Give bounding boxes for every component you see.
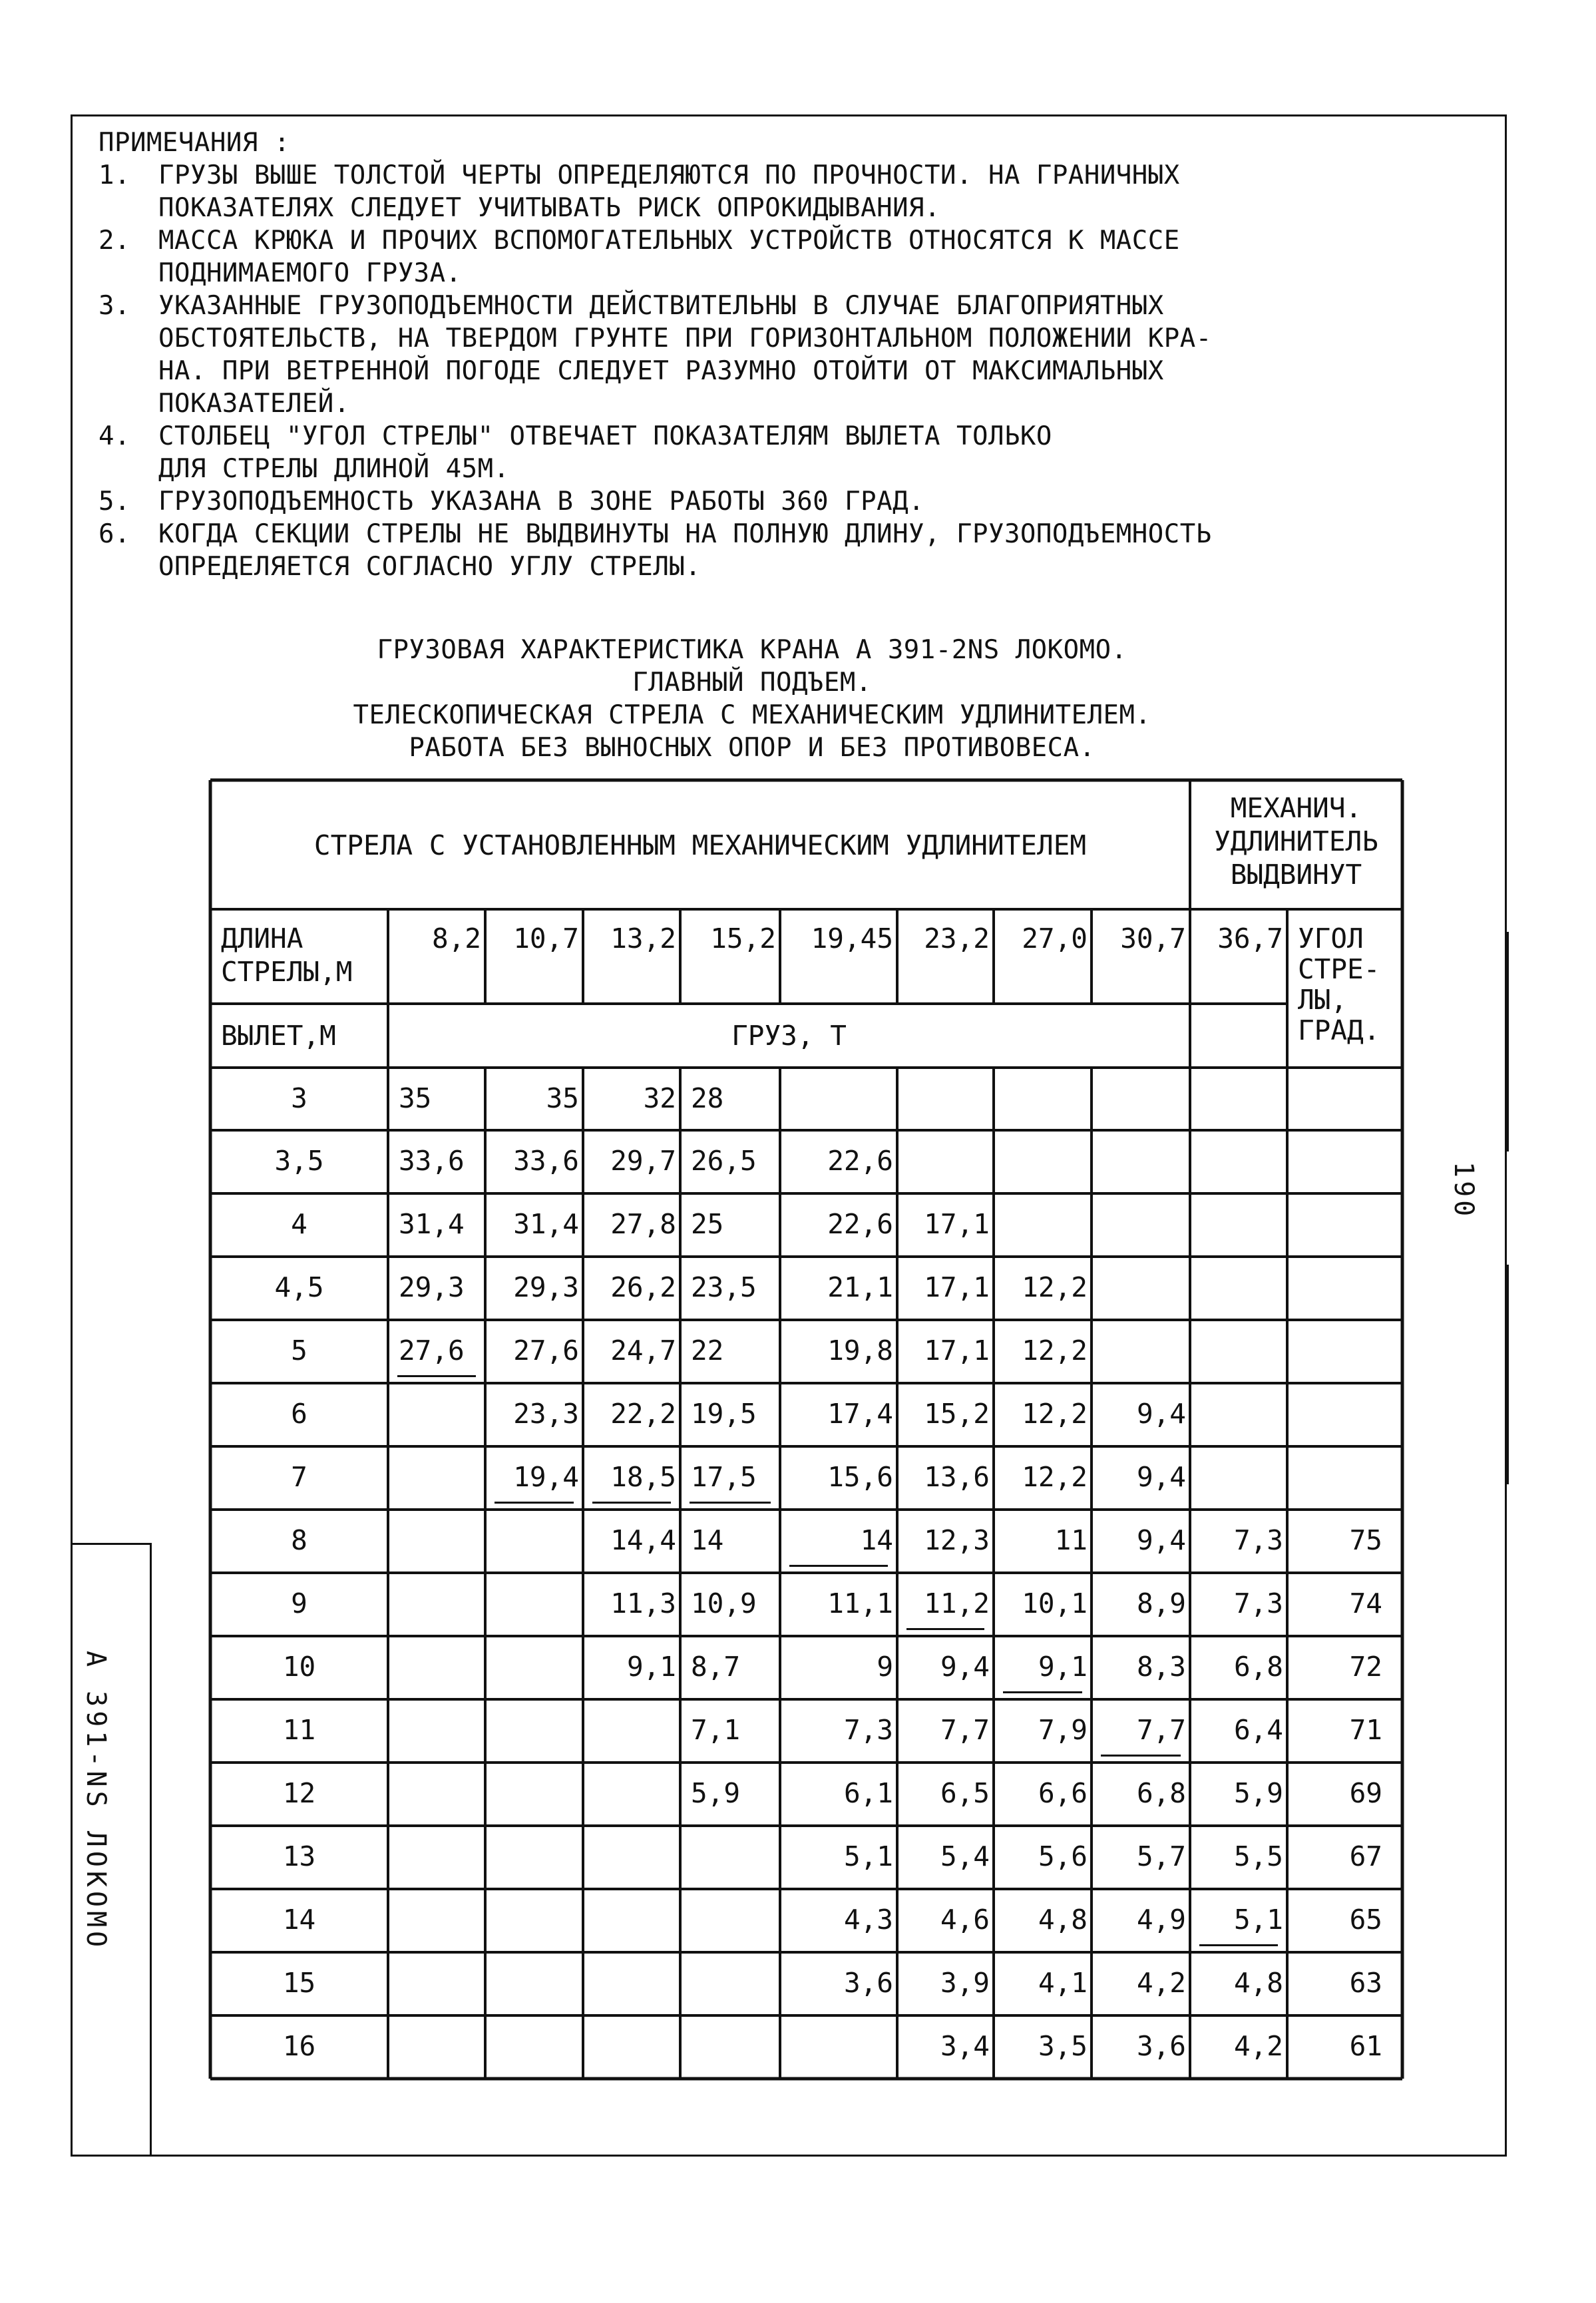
radius-value: 13 [282, 1840, 316, 1872]
radius-value: 3 [291, 1082, 307, 1114]
angle-value: 67 [1349, 1840, 1382, 1872]
radius-value: 7 [291, 1461, 307, 1493]
load-value: 3,9 [940, 1967, 990, 1999]
load-value: 3,5 [1038, 2030, 1088, 2062]
boom-length-value: 15,2 [710, 923, 776, 954]
note-number: 6. [99, 519, 130, 549]
radius-label: ВЫЛЕТ,М [221, 1020, 336, 1052]
load-value: 11 [1054, 1524, 1088, 1556]
load-value: 23,5 [691, 1271, 757, 1303]
boom-length-value: 27,0 [1022, 923, 1088, 954]
load-value: 24,7 [610, 1335, 676, 1366]
load-value: 19,4 [513, 1461, 579, 1493]
load-value: 5,7 [1136, 1840, 1186, 1872]
load-value: 19,5 [691, 1398, 757, 1430]
load-value: 5,1 [843, 1840, 893, 1872]
load-value: 7,9 [1038, 1714, 1088, 1746]
load-value: 4,2 [1136, 1967, 1186, 1999]
radius-value: 15 [282, 1967, 316, 1999]
load-value: 6,1 [843, 1777, 893, 1809]
load-value: 4,1 [1038, 1967, 1088, 1999]
angle-value: 74 [1349, 1587, 1382, 1619]
strength-limit-underline [690, 1502, 771, 1504]
note-number: 5. [99, 487, 130, 517]
load-value: 29,3 [399, 1271, 465, 1303]
angle-value: 61 [1349, 2030, 1382, 2062]
load-value: 35 [546, 1082, 579, 1114]
load-value: 27,6 [399, 1335, 465, 1366]
load-value: 10,9 [691, 1587, 757, 1619]
boom-length-value: 23,2 [924, 923, 990, 954]
boom-length-value: 30,7 [1120, 923, 1186, 954]
angle-value: 63 [1349, 1967, 1382, 1999]
radius-value: 6 [291, 1398, 307, 1430]
load-value: 27,8 [610, 1208, 676, 1240]
note-number: 4. [99, 421, 130, 451]
boom-length-value: 8,2 [431, 923, 481, 954]
load-value: 5,9 [691, 1777, 741, 1809]
load-value: 7,7 [940, 1714, 990, 1746]
angle-value: 65 [1349, 1904, 1382, 1936]
load-value: 4,6 [940, 1904, 990, 1936]
strength-limit-underline [1199, 1944, 1278, 1946]
load-value: 4,9 [1136, 1904, 1186, 1936]
load-value: 18,5 [610, 1461, 676, 1493]
load-value: 3,4 [940, 2030, 990, 2062]
boom-length-value: 10,7 [513, 923, 579, 954]
strength-limit-underline [1101, 1755, 1181, 1757]
boom-length-label: СТРЕЛЫ,М [221, 956, 353, 988]
strength-limit-underline [397, 1375, 476, 1377]
load-value: 6,6 [1038, 1777, 1088, 1809]
load-value: 4,8 [1038, 1904, 1088, 1936]
load-value: 31,4 [399, 1208, 465, 1240]
note-text: ГРУЗОПОДЪЕМНОСТЬ УКАЗАНА В ЗОНЕ РАБОТЫ 360 ГРАД. [158, 487, 925, 517]
load-value: 26,5 [691, 1145, 757, 1177]
angle-value: 69 [1349, 1777, 1382, 1809]
load-value: 15,6 [827, 1461, 893, 1493]
note-number: 3. [99, 291, 130, 321]
load-value: 12,2 [1022, 1398, 1088, 1430]
load-value: 14 [691, 1524, 724, 1556]
load-value: 22,2 [610, 1398, 676, 1430]
angle-label: ГРАД. [1298, 1014, 1380, 1046]
load-value: 8,3 [1136, 1651, 1186, 1683]
angle-value: 72 [1349, 1651, 1382, 1683]
load-value: 6,8 [1233, 1651, 1283, 1683]
angle-label: УГОЛ [1298, 923, 1364, 954]
load-value: 5,1 [1233, 1904, 1283, 1936]
load-value: 9,1 [626, 1651, 676, 1683]
title-block-text: А 391-NS ЛОКОМО [81, 1651, 111, 1952]
load-value: 17,5 [691, 1461, 757, 1493]
load-value: 9 [877, 1651, 893, 1683]
title-line-3: ТЕЛЕСКОПИЧЕСКАЯ СТРЕЛА С МЕХАНИЧЕСКИМ УДЛИНИТЕЛЕМ. [353, 700, 1151, 730]
load-value: 5,9 [1233, 1777, 1283, 1809]
title-line-4: РАБОТА БЕЗ ВЫНОСНЫХ ОПОР И БЕЗ ПРОТИВОВЕСА. [409, 733, 1096, 763]
boom-length-value: 13,2 [610, 923, 676, 954]
notes-heading: ПРИМЕЧАНИЯ : [99, 128, 290, 158]
boom-length-value: 36,7 [1217, 923, 1283, 954]
title-line-2: ГЛАВНЫЙ ПОДЪЕМ. [632, 668, 872, 698]
load-value: 9,4 [940, 1651, 990, 1683]
load-value: 17,1 [924, 1271, 990, 1303]
load-value: 12,2 [1022, 1461, 1088, 1493]
load-value: 25 [691, 1208, 724, 1240]
header-main: СТРЕЛА С УСТАНОВЛЕННЫМ МЕХАНИЧЕСКИМ УДЛИНИТЕЛЕМ [313, 829, 1087, 861]
radius-value: 3,5 [274, 1145, 324, 1177]
load-value: 6,4 [1233, 1714, 1283, 1746]
load-value: 7,3 [1233, 1587, 1283, 1619]
strength-limit-underline [592, 1502, 671, 1504]
load-value: 26,2 [610, 1271, 676, 1303]
load-value: 3,6 [843, 1967, 893, 1999]
angle-label: СТРЕ- [1298, 953, 1380, 985]
radius-value: 4,5 [274, 1271, 324, 1303]
load-value: 12,2 [1022, 1271, 1088, 1303]
load-value: 31,4 [513, 1208, 579, 1240]
load-value: 8,9 [1136, 1587, 1186, 1619]
title-line-1: ГРУЗОВАЯ ХАРАКТЕРИСТИКА КРАНА А 391-2NS ЛОКОМО. [377, 635, 1127, 665]
load-value: 4,2 [1233, 2030, 1283, 2062]
load-value: 23,3 [513, 1398, 579, 1430]
load-value: 29,3 [513, 1271, 579, 1303]
header-extension-line: УДЛИНИТЕЛЬ [1214, 825, 1378, 857]
load-value: 17,1 [924, 1208, 990, 1240]
note-text: СТОЛБЕЦ "УГОЛ СТРЕЛЫ" ОТВЕЧАЕТ ПОКАЗАТЕЛЯМ ВЫЛЕТА ТОЛЬКО ДЛЯ СТРЕЛЫ ДЛИНОЙ 45М. [158, 421, 1052, 484]
load-value: 4,8 [1233, 1967, 1283, 1999]
load-value: 8,7 [691, 1651, 741, 1683]
load-value: 17,1 [924, 1335, 990, 1366]
load-value: 7,3 [843, 1714, 893, 1746]
load-value: 12,2 [1022, 1335, 1088, 1366]
load-value: 9,4 [1136, 1461, 1186, 1493]
load-value: 11,2 [924, 1587, 990, 1619]
radius-value: 5 [291, 1335, 307, 1366]
header-extension-line: ВЫДВИНУТ [1230, 859, 1362, 891]
load-value: 5,6 [1038, 1840, 1088, 1872]
load-value: 27,6 [513, 1335, 579, 1366]
note-text: МАССА КРЮКА И ПРОЧИХ ВСПОМОГАТЕЛЬНЫХ УСТРОЙСТВ ОТНОСЯТСЯ К МАССЕ ПОДНИМАЕМОГО ГРУЗА. [158, 226, 1180, 288]
load-value: 32 [643, 1082, 676, 1114]
strength-limit-underline [789, 1565, 888, 1567]
load-value: 12,3 [924, 1524, 990, 1556]
note-text: ГРУЗЫ ВЫШЕ ТОЛСТОЙ ЧЕРТЫ ОПРЕДЕЛЯЮТСЯ ПО ПРОЧНОСТИ. НА ГРАНИЧНЫХ ПОКАЗАТЕЛЯХ СЛЕДУЕТ УЧИТЫВАТЬ РИСК ОПРОКИДЫВАНИЯ. [158, 160, 1180, 223]
load-value: 33,6 [399, 1145, 465, 1177]
load-value: 4,3 [843, 1904, 893, 1936]
load-value: 10,1 [1022, 1587, 1088, 1619]
load-value: 35 [399, 1082, 432, 1114]
angle-label: ЛЫ, [1298, 984, 1348, 1016]
load-value: 28 [691, 1082, 724, 1114]
radius-value: 16 [282, 2030, 316, 2062]
load-value: 6,5 [940, 1777, 990, 1809]
load-value: 22 [691, 1335, 724, 1366]
load-value: 6,8 [1136, 1777, 1186, 1809]
angle-value: 71 [1349, 1714, 1382, 1746]
radius-value: 14 [282, 1904, 316, 1936]
load-value: 3,6 [1136, 2030, 1186, 2062]
load-label: ГРУЗ, Т [731, 1020, 847, 1052]
load-value: 13,6 [924, 1461, 990, 1493]
load-value: 22,6 [827, 1208, 893, 1240]
radius-value: 8 [291, 1524, 307, 1556]
radius-value: 11 [282, 1714, 316, 1746]
load-value: 7,1 [691, 1714, 741, 1746]
radius-value: 10 [282, 1651, 316, 1683]
load-value: 9,4 [1136, 1524, 1186, 1556]
load-value: 17,4 [827, 1398, 893, 1430]
angle-value: 75 [1349, 1524, 1382, 1556]
load-value: 5,4 [940, 1840, 990, 1872]
boom-length-value: 19,45 [811, 923, 893, 954]
note-text: УКАЗАННЫЕ ГРУЗОПОДЪЕМНОСТИ ДЕЙСТВИТЕЛЬНЫ В СЛУЧАЕ БЛАГОПРИЯТНЫХ ОБСТОЯТЕЛЬСТВ, НА ТВЕРДОМ ГРУНТЕ ПРИ ГОРИЗОНТАЛЬНОМ ПОЛОЖЕНИИ КРА- НА. ПРИ ВЕТРЕННОЙ ПОГОДЕ СЛЕДУЕТ РАЗУМНО ОТОЙТИ ОТ МАКСИМАЛЬНЫХ ПОКАЗАТЕЛЕЙ. [158, 291, 1212, 419]
load-value: 9,1 [1038, 1651, 1088, 1683]
boom-length-label: ДЛИНА [221, 923, 303, 954]
load-value: 19,8 [827, 1335, 893, 1366]
load-value: 14,4 [610, 1524, 676, 1556]
header-extension-line: МЕХАНИЧ. [1230, 792, 1362, 824]
load-value: 7,3 [1233, 1524, 1283, 1556]
strength-limit-underline [495, 1502, 574, 1504]
note-number: 1. [99, 160, 130, 190]
radius-value: 12 [282, 1777, 316, 1809]
note-text: КОГДА СЕКЦИИ СТРЕЛЫ НЕ ВЫДВИНУТЫ НА ПОЛНУЮ ДЛИНУ, ГРУЗОПОДЪЕМНОСТЬ ОПРЕДЕЛЯЕТСЯ СОГЛАСНО УГЛУ СТРЕЛЫ. [158, 519, 1212, 582]
radius-value: 9 [291, 1587, 307, 1619]
load-value: 21,1 [827, 1271, 893, 1303]
load-value: 9,4 [1136, 1398, 1186, 1430]
note-number: 2. [99, 226, 130, 256]
strength-limit-underline [1003, 1691, 1082, 1693]
load-value: 33,6 [513, 1145, 579, 1177]
radius-value: 4 [291, 1208, 307, 1240]
load-value: 11,3 [610, 1587, 676, 1619]
load-value: 29,7 [610, 1145, 676, 1177]
strength-limit-underline [906, 1628, 984, 1630]
load-value: 5,5 [1233, 1840, 1283, 1872]
load-value: 7,7 [1136, 1714, 1186, 1746]
load-value: 14 [860, 1524, 893, 1556]
load-value: 15,2 [924, 1398, 990, 1430]
load-value: 11,1 [827, 1587, 893, 1619]
load-value: 22,6 [827, 1145, 893, 1177]
page-number: 190 [1448, 1161, 1479, 1220]
